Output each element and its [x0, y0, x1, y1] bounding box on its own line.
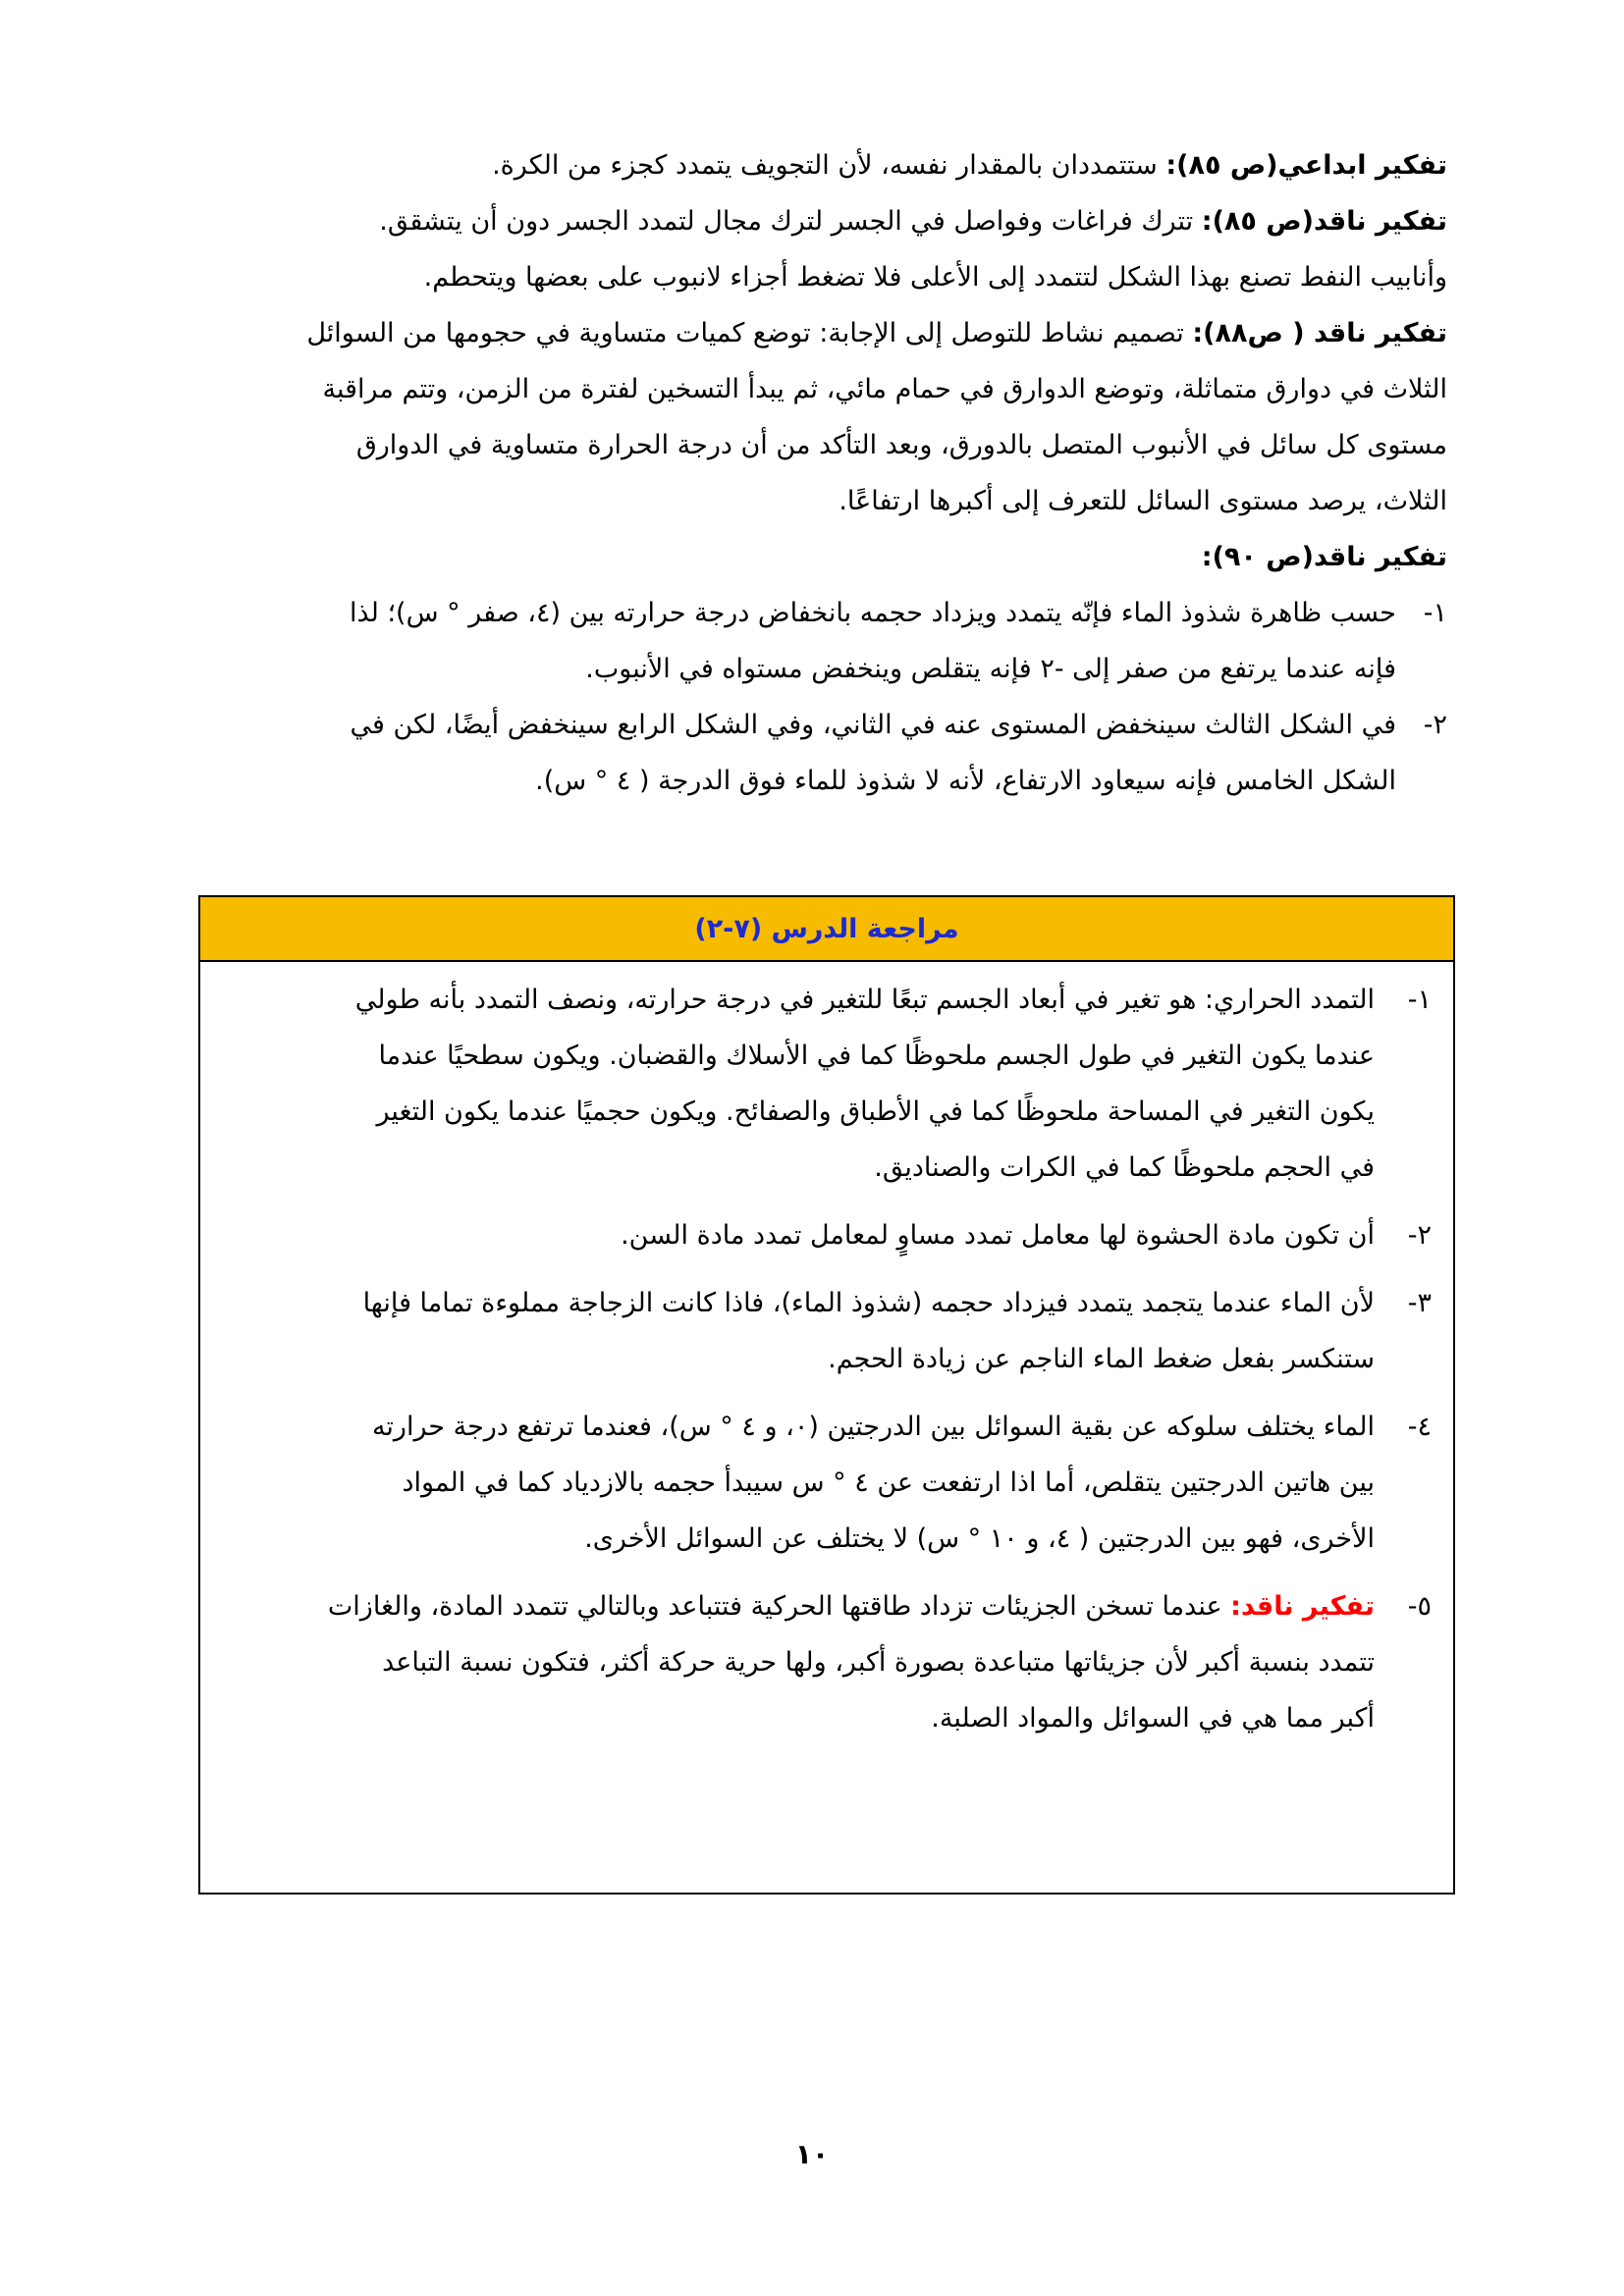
critical-thinking-90-label: تفكير ناقد(ص ٩٠):	[1201, 542, 1447, 572]
review-item-line: عندما تسخن الجزيئات تزداد طاقتها الحركية فتتباعد وبالتالي تتمدد المادة، والغازات	[327, 1591, 1231, 1622]
critical-thinking-88-line4: الثلاث، يرصد مستوى السائل للتعرف إلى أكبرها ارتفاعًا.	[839, 486, 1447, 516]
page-number: ١٠	[794, 2138, 830, 2170]
review-item-line: في الحجم ملحوظًا كما في الكرات والصناديق.	[874, 1152, 1375, 1183]
review-item-2	[273, 1207, 1432, 1263]
critical-thinking-88-line3: مستوى كل سائل في الأنبوب المتصل بالدورق، وبعد التأكد من أن درجة الحرارة متساوية في الدوارق	[355, 430, 1447, 460]
item-text-line: فإنه عندما يرتفع من صفر إلى -٢ فإنه يتقلص وينخفض مستواه في الأنبوب.	[585, 654, 1396, 684]
review-item-3	[273, 1275, 1432, 1387]
critical-thinking-88-line1: تصميم نشاط للتوصل إلى الإجابة: توضع كميات متساوية في حجومها من السوائل	[306, 318, 1193, 348]
critical-thinking-90-item-1	[177, 585, 1447, 697]
review-item-line: بين هاتين الدرجتين يتقلص، أما اذا ارتفعت عن ٤ ° س سيبدأ حجمه بالازدياد كما في المواد	[402, 1468, 1375, 1498]
critical-thinking-85-label: تفكير ناقد(ص ٨٥):	[1201, 206, 1447, 237]
answers-section	[177, 137, 1447, 809]
item-text-line: حسب ظاهرة شذوذ الماء فإنّه يتمدد ويزداد حجمه بانخفاض درجة حرارته بين (٤، صفر ° س)؛ لذا	[349, 598, 1396, 628]
lesson-review-title: مراجعة الدرس (٧-٢)	[694, 913, 959, 944]
creative-thinking-label: تفكير ابداعي(ص ٨٥):	[1165, 150, 1447, 181]
paragraph-creative-thinking	[177, 137, 1447, 193]
review-item-4	[273, 1399, 1432, 1567]
review-item-line: عندما يكون التغير في طول الجسم ملحوظًا كما في الأسلاك والقضبان. ويكون سطحيًا عندما	[378, 1041, 1375, 1071]
paragraph-critical-thinking-85	[177, 193, 1447, 249]
item-text-line: الشكل الخامس فإنه سيعاود الارتفاع، لأنه لا شذوذ للماء فوق الدرجة ( ٤ ° س).	[535, 766, 1396, 796]
lesson-review-header	[200, 897, 1453, 962]
lesson-review-box	[198, 895, 1455, 1895]
critical-thinking-90-item-2	[177, 697, 1447, 809]
critical-thinking-85-text: تترك فراغات وفواصل في الجسر لترك مجال لتمدد الجسر دون أن يتشقق.	[379, 206, 1202, 237]
item-text-line: في الشكل الثالث سينخفض المستوى عنه في الثاني، وفي الشكل الرابع سينخفض أيضًا، لكن في	[350, 710, 1396, 740]
critical-thinking-88-line2: الثلاث في دوارق متماثلة، وتوضع الدوارق في حمام مائي، ثم يبدأ التسخين لفترة من الزمن، وتتم مراقبة	[322, 374, 1447, 404]
critical-thinking-88-label: تفكير ناقد ( ص٨٨):	[1192, 318, 1447, 348]
paragraph-oil-pipes	[177, 249, 1447, 305]
review-item-line: الأخرى، فهو بين الدرجتين ( ٤، و ١٠ ° س) لا يختلف عن السوائل الأخرى.	[584, 1523, 1375, 1554]
review-item-number: ٤-	[1407, 1412, 1432, 1442]
review-item-number: ٢-	[1407, 1220, 1432, 1251]
review-item-line: أن تكون مادة الحشوة لها معامل تمدد مساوٍ لمعامل تمدد مادة السن.	[621, 1220, 1375, 1251]
review-item-line: ستنكسر بفعل ضغط الماء الناجم عن زيادة الحجم.	[828, 1344, 1375, 1374]
creative-thinking-text: ستتمددان بالمقدار نفسه، لأن التجويف يتمدد كجزء من الكرة.	[492, 150, 1166, 181]
review-item-line: الماء يختلف سلوكه عن بقية السوائل بين الدرجتين (٠، و ٤ ° س)، فعندما ترتفع درجة حرارته	[371, 1412, 1375, 1442]
critical-thinking-red-label: تفكير ناقد:	[1230, 1591, 1375, 1622]
review-item-line: أكبر مما هي في السوائل والمواد الصلبة.	[931, 1703, 1375, 1734]
item-number: ١-	[1423, 598, 1447, 628]
review-item-line: لأن الماء عندما يتجمد يتمدد فيزداد حجمه (شذوذ الماء)، فاذا كانت الزجاجة مملوءة تماما فإنها	[362, 1288, 1375, 1318]
review-item-line: تتمدد بنسبة أكبر لأن جزيئاتها متباعدة بصورة أكبر، ولها حرية حركة أكثر، فتكون نسبة التباعد	[382, 1647, 1375, 1678]
review-item-number: ٣-	[1407, 1288, 1432, 1318]
paragraph-critical-thinking-88-line1	[177, 305, 1447, 361]
review-item-1	[273, 972, 1432, 1196]
lesson-review-body	[200, 962, 1453, 1746]
oil-pipes-text: وأنابيب النفط تصنع بهذا الشكل لتتمدد إلى الأعلى فلا تضغط أجزاء لانبوب على بعضها ويتحطم.	[423, 262, 1447, 293]
review-item-5	[273, 1578, 1432, 1746]
item-number: ٢-	[1423, 710, 1447, 740]
review-item-line: التمدد الحراري: هو تغير في أبعاد الجسم تبعًا للتغير في درجة حرارته، ونصف التمدد بأنه طولي	[354, 985, 1375, 1015]
review-item-line: يكون التغير في المساحة ملحوظًا كما في الأطباق والصفائح. ويكون حجميًا عندما يكون التغير	[376, 1096, 1375, 1127]
review-item-number: ١-	[1407, 985, 1432, 1015]
review-item-number: ٥-	[1407, 1591, 1432, 1622]
